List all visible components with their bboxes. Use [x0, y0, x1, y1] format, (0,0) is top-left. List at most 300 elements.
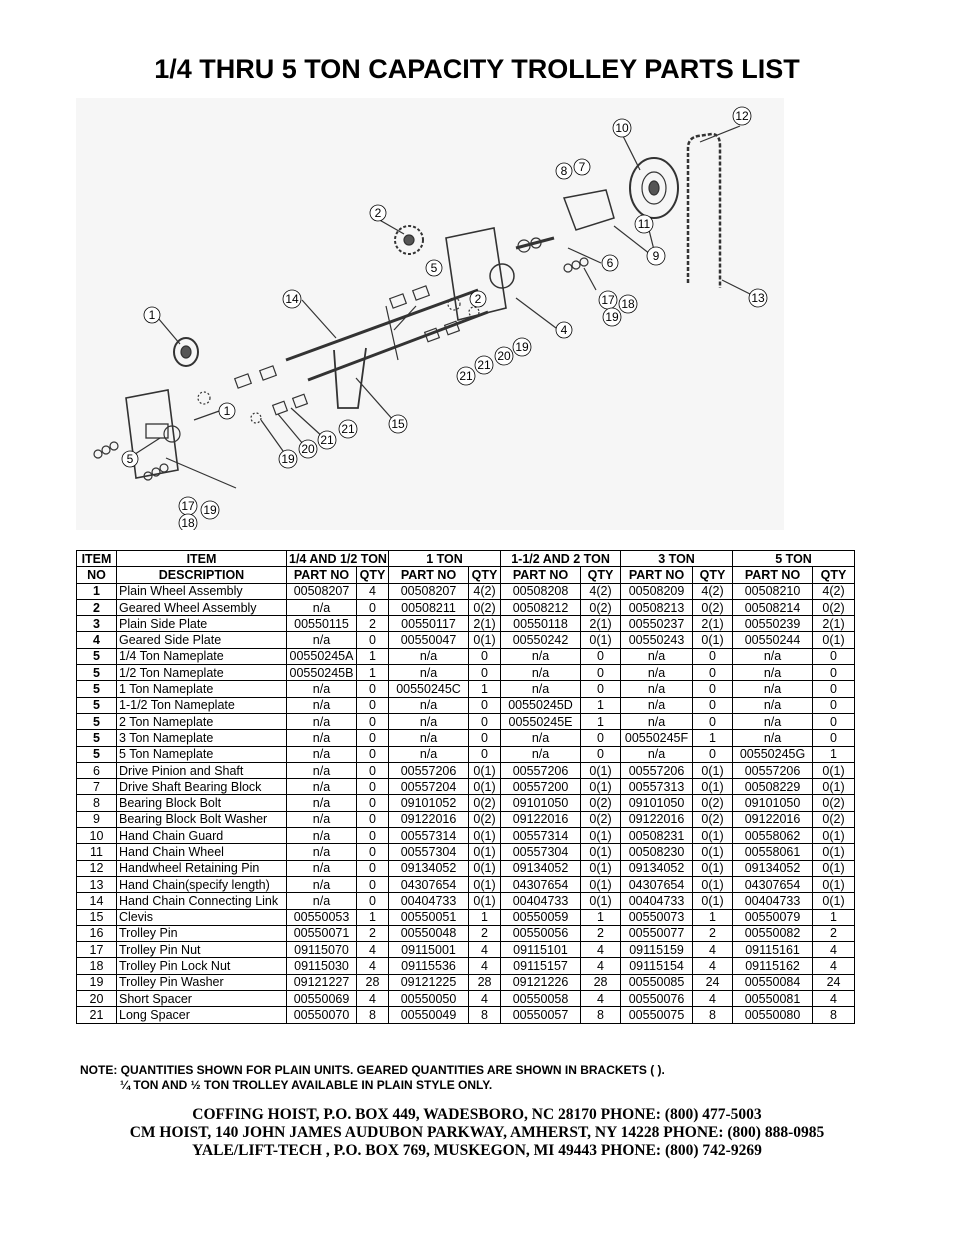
header-1-5-2-ton: 1-1/2 AND 2 TON [501, 551, 621, 567]
qty-cell: 0(2) [581, 599, 621, 615]
part-no-cell: 00550050 [389, 991, 469, 1007]
qty-cell: 0 [813, 648, 855, 664]
header-1-ton: 1 TON [389, 551, 501, 567]
part-no-cell: n/a [733, 730, 813, 746]
header-3-ton: 3 TON [621, 551, 733, 567]
qty-cell: 0(1) [581, 632, 621, 648]
qty-cell: 0(1) [693, 860, 733, 876]
part-no-cell: 00508230 [621, 844, 693, 860]
qty-cell: 0(1) [813, 762, 855, 778]
part-no-cell: 00550047 [389, 632, 469, 648]
parts-list-table [76, 550, 855, 1024]
part-no-cell: 00550076 [621, 991, 693, 1007]
qty-cell: 0 [357, 681, 389, 697]
qty-cell: 0 [469, 648, 501, 664]
table-row [77, 632, 855, 648]
part-no-cell: 09115536 [389, 958, 469, 974]
part-no-cell: 00508207 [287, 583, 357, 599]
part-no-cell: 09122016 [733, 811, 813, 827]
qty-cell: 4(2) [813, 583, 855, 599]
footer-line-cm: CM HOIST, 140 JOHN JAMES AUDUBON PARKWAY, AMHERST, NY 14228 PHONE: (800) 888-0985 [129, 1124, 825, 1141]
part-no-cell: 09115070 [287, 942, 357, 958]
qty-cell: 4 [581, 958, 621, 974]
description-cell: Plain Side Plate [117, 616, 287, 632]
part-no-cell: 00550243 [621, 632, 693, 648]
callout-19c: 19 [281, 452, 295, 466]
part-no-cell: 09134052 [501, 860, 581, 876]
item-no-cell: 5 [77, 730, 117, 746]
qty-cell: 0 [357, 795, 389, 811]
part-no-cell: 00557314 [389, 828, 469, 844]
description-cell: Bearing Block Bolt Washer [117, 811, 287, 827]
page-title: 1/4 THRU 5 TON CAPACITY TROLLEY PARTS LIST [154, 54, 800, 84]
header-qty: QTY [469, 567, 501, 583]
qty-cell: 0(2) [581, 795, 621, 811]
part-no-cell: 00550082 [733, 925, 813, 941]
table-row [77, 730, 855, 746]
table-row [77, 648, 855, 664]
part-no-cell: n/a [287, 632, 357, 648]
description-cell: Hand Chain Guard [117, 828, 287, 844]
part-no-cell: n/a [733, 697, 813, 713]
description-cell: 3 Ton Nameplate [117, 730, 287, 746]
qty-cell: 0 [469, 713, 501, 729]
callout-21c: 21 [341, 422, 355, 436]
qty-cell: 2 [357, 925, 389, 941]
qty-cell: 0 [581, 746, 621, 762]
footer-line-coffing: COFFING HOIST, P.O. BOX 449, WADESBORO, NC 28170 PHONE: (800) 477-5003 [192, 1106, 762, 1123]
callout-21d: 21 [320, 433, 334, 447]
part-no-cell: 09101050 [501, 795, 581, 811]
description-cell: 1-1/2 Ton Nameplate [117, 697, 287, 713]
part-no-cell: 09115162 [733, 958, 813, 974]
qty-cell: 2 [581, 925, 621, 941]
callout-9: 8 [560, 164, 568, 178]
qty-cell: 4 [357, 958, 389, 974]
part-no-cell: 04307654 [621, 876, 693, 892]
qty-cell: 0 [469, 730, 501, 746]
table-row [77, 942, 855, 958]
qty-cell: 4 [357, 942, 389, 958]
item-no-cell: 3 [77, 616, 117, 632]
description-cell: 1 Ton Nameplate [117, 681, 287, 697]
description-cell: Handwheel Retaining Pin [117, 860, 287, 876]
table-row [77, 599, 855, 615]
callout-1b: 1 [223, 404, 231, 418]
item-no-cell: 7 [77, 779, 117, 795]
part-no-cell: 00550245F [621, 730, 693, 746]
part-no-cell: 00550245C [389, 681, 469, 697]
qty-cell: 0(1) [469, 860, 501, 876]
qty-cell: 0(1) [469, 762, 501, 778]
table-row [77, 681, 855, 697]
part-no-cell: 09134052 [389, 860, 469, 876]
qty-cell: 0 [469, 746, 501, 762]
part-no-cell: 09115157 [501, 958, 581, 974]
qty-cell: 8 [693, 1007, 733, 1023]
part-no-cell: 00550077 [621, 925, 693, 941]
callout-2: 2 [374, 206, 382, 220]
qty-cell: 8 [469, 1007, 501, 1023]
qty-cell: 0 [693, 713, 733, 729]
qty-cell: 0(1) [581, 779, 621, 795]
qty-cell: 4 [357, 583, 389, 599]
table-row [77, 974, 855, 990]
part-no-cell: n/a [733, 713, 813, 729]
qty-cell: 0 [357, 828, 389, 844]
item-no-cell: 9 [77, 811, 117, 827]
qty-cell: 0 [357, 599, 389, 615]
qty-cell: 4 [693, 991, 733, 1007]
header-item-desc: ITEM [117, 551, 287, 567]
table-row [77, 583, 855, 599]
qty-cell: 0(1) [581, 844, 621, 860]
header-part-no: PART NO [501, 567, 581, 583]
callout-7: 6 [606, 256, 614, 270]
qty-cell: 0 [693, 746, 733, 762]
qty-cell: 0 [469, 697, 501, 713]
header-part-no: PART NO [621, 567, 693, 583]
callout-12: 11 [637, 217, 651, 231]
part-no-cell: n/a [389, 746, 469, 762]
qty-cell: 0 [693, 697, 733, 713]
header-part-no: PART NO [389, 567, 469, 583]
qty-cell: 0(1) [469, 876, 501, 892]
header-qty: QTY [693, 567, 733, 583]
qty-cell: 4(2) [469, 583, 501, 599]
qty-cell: 0 [357, 893, 389, 909]
qty-cell: 0(1) [813, 828, 855, 844]
qty-cell: 0 [813, 665, 855, 681]
qty-cell: 0 [581, 681, 621, 697]
description-cell: Clevis [117, 909, 287, 925]
item-no-cell: 2 [77, 599, 117, 615]
callout-18b: 18 [181, 516, 195, 530]
qty-cell: 0(1) [693, 762, 733, 778]
qty-cell: 4 [357, 991, 389, 1007]
part-no-cell: 00550084 [733, 974, 813, 990]
description-cell: Hand Chain(specify length) [117, 876, 287, 892]
part-no-cell: 00557206 [733, 762, 813, 778]
qty-cell: 0(1) [469, 844, 501, 860]
callout-19: 19 [605, 310, 619, 324]
part-no-cell: 00558062 [733, 828, 813, 844]
part-no-cell: 00557304 [389, 844, 469, 860]
qty-cell: 0 [813, 697, 855, 713]
part-no-cell: 00550059 [501, 909, 581, 925]
part-no-cell: 00508229 [733, 779, 813, 795]
header-part-no: PART NO [287, 567, 357, 583]
description-cell: Drive Pinion and Shaft [117, 762, 287, 778]
part-no-cell: n/a [501, 730, 581, 746]
header-qty: QTY [357, 567, 389, 583]
callout-2b: 2 [474, 292, 482, 306]
part-no-cell: 00550056 [501, 925, 581, 941]
part-no-cell: 04307654 [389, 876, 469, 892]
table-row [77, 762, 855, 778]
callout-17: 17 [601, 293, 615, 307]
item-no-cell: 5 [77, 681, 117, 697]
part-no-cell: 09122016 [501, 811, 581, 827]
qty-cell: 1 [357, 665, 389, 681]
item-no-cell: 20 [77, 991, 117, 1007]
part-no-cell: n/a [287, 746, 357, 762]
table-row [77, 713, 855, 729]
header-row-1 [77, 551, 855, 567]
qty-cell: 2 [357, 616, 389, 632]
part-no-cell: 00508212 [501, 599, 581, 615]
qty-cell: 24 [813, 974, 855, 990]
qty-cell: 0 [693, 648, 733, 664]
callout-18: 18 [621, 297, 635, 311]
qty-cell: 0 [581, 648, 621, 664]
part-no-cell: 09101050 [733, 795, 813, 811]
part-no-cell: n/a [287, 893, 357, 909]
qty-cell: 0(1) [469, 779, 501, 795]
qty-cell: 0 [357, 844, 389, 860]
part-no-cell: 09134052 [621, 860, 693, 876]
qty-cell: 4 [693, 958, 733, 974]
item-no-cell: 5 [77, 713, 117, 729]
table-row [77, 893, 855, 909]
qty-cell: 1 [693, 730, 733, 746]
qty-cell: 4 [813, 958, 855, 974]
part-no-cell: n/a [287, 860, 357, 876]
part-no-cell: 00550118 [501, 616, 581, 632]
qty-cell: 8 [357, 1007, 389, 1023]
part-no-cell: n/a [287, 779, 357, 795]
part-no-cell: 00557313 [621, 779, 693, 795]
part-no-cell: 00550239 [733, 616, 813, 632]
qty-cell: 28 [469, 974, 501, 990]
part-no-cell: 09115159 [621, 942, 693, 958]
callout-4: 4 [560, 323, 568, 337]
part-no-cell: 00550237 [621, 616, 693, 632]
part-no-cell: n/a [621, 713, 693, 729]
part-no-cell: 04307654 [501, 876, 581, 892]
part-no-cell: 00404733 [389, 893, 469, 909]
item-no-cell: 13 [77, 876, 117, 892]
part-no-cell: 00550053 [287, 909, 357, 925]
description-cell: 1/4 Ton Nameplate [117, 648, 287, 664]
qty-cell: 0 [693, 665, 733, 681]
item-no-cell: 5 [77, 665, 117, 681]
qty-cell: 0 [357, 632, 389, 648]
part-no-cell: 00550049 [389, 1007, 469, 1023]
description-cell: Geared Wheel Assembly [117, 599, 287, 615]
qty-cell: 1 [813, 909, 855, 925]
description-cell: Hand Chain Connecting Link [117, 893, 287, 909]
table-row [77, 860, 855, 876]
part-no-cell: 09115001 [389, 942, 469, 958]
callout-17b: 17 [181, 499, 195, 513]
qty-cell: 24 [693, 974, 733, 990]
description-cell: Plain Wheel Assembly [117, 583, 287, 599]
qty-cell: 1 [813, 746, 855, 762]
qty-cell: 0 [357, 730, 389, 746]
description-cell: Trolley Pin Nut [117, 942, 287, 958]
qty-cell: 0(1) [581, 860, 621, 876]
part-no-cell: 00550245B [287, 665, 357, 681]
table-row [77, 811, 855, 827]
qty-cell: 4(2) [693, 583, 733, 599]
qty-cell: 0(2) [813, 811, 855, 827]
qty-cell: 8 [581, 1007, 621, 1023]
callout-20: 20 [497, 349, 511, 363]
callout-15: 14 [285, 292, 299, 306]
qty-cell: 0 [693, 681, 733, 697]
part-no-cell: n/a [621, 746, 693, 762]
qty-cell: 1 [469, 681, 501, 697]
description-cell: 2 Ton Nameplate [117, 713, 287, 729]
qty-cell: 1 [693, 909, 733, 925]
part-no-cell: 00508210 [733, 583, 813, 599]
callout-19b: 19 [515, 340, 529, 354]
qty-cell: 0 [813, 681, 855, 697]
qty-cell: 0(1) [581, 762, 621, 778]
callout-16: 15 [391, 417, 405, 431]
description-cell: Long Spacer [117, 1007, 287, 1023]
table-row [77, 909, 855, 925]
description-cell: 1/2 Ton Nameplate [117, 665, 287, 681]
qty-cell: 0 [357, 779, 389, 795]
part-no-cell: 00550048 [389, 925, 469, 941]
part-no-cell: n/a [287, 713, 357, 729]
part-no-cell: n/a [287, 844, 357, 860]
part-no-cell: n/a [621, 697, 693, 713]
part-no-cell: n/a [389, 665, 469, 681]
part-no-cell: 00557206 [501, 762, 581, 778]
qty-cell: 4 [693, 942, 733, 958]
item-no-cell: 10 [77, 828, 117, 844]
qty-cell: 0(1) [469, 893, 501, 909]
description-cell: Hand Chain Wheel [117, 844, 287, 860]
item-no-cell: 5 [77, 648, 117, 664]
item-no-cell: 1 [77, 583, 117, 599]
qty-cell: 1 [357, 909, 389, 925]
table-row [77, 925, 855, 941]
table-row [77, 795, 855, 811]
qty-cell: 0(1) [581, 876, 621, 892]
part-no-cell: 00550080 [733, 1007, 813, 1023]
qty-cell: 4(2) [581, 583, 621, 599]
part-no-cell: 00550071 [287, 925, 357, 941]
part-no-cell: 09115030 [287, 958, 357, 974]
qty-cell: 28 [581, 974, 621, 990]
callout-13: 12 [735, 109, 749, 123]
qty-cell: 4 [813, 942, 855, 958]
part-no-cell: 00550069 [287, 991, 357, 1007]
part-no-cell: 00508208 [501, 583, 581, 599]
qty-cell: 4 [581, 991, 621, 1007]
qty-cell: 0(1) [693, 632, 733, 648]
part-no-cell: 09101052 [389, 795, 469, 811]
part-no-cell: 00550245E [501, 713, 581, 729]
part-no-cell: 00550075 [621, 1007, 693, 1023]
qty-cell: 0(1) [581, 828, 621, 844]
note-line-1: NOTE: QUANTITIES SHOWN FOR PLAIN UNITS. GEARED QUANTITIES ARE SHOWN IN BRACKETS ( ). [80, 1063, 665, 1077]
qty-cell: 2(1) [813, 616, 855, 632]
callout-10: 9 [652, 249, 660, 263]
description-cell: Bearing Block Bolt [117, 795, 287, 811]
item-no-cell: 19 [77, 974, 117, 990]
qty-cell: 0(1) [693, 844, 733, 860]
qty-cell: 0(2) [581, 811, 621, 827]
qty-cell: 0(2) [693, 811, 733, 827]
qty-cell: 0(1) [693, 828, 733, 844]
part-no-cell: 00550073 [621, 909, 693, 925]
qty-cell: 0(1) [813, 844, 855, 860]
header-description: DESCRIPTION [117, 567, 287, 583]
qty-cell: 0(1) [693, 779, 733, 795]
qty-cell: 0(1) [813, 893, 855, 909]
qty-cell: 0(2) [693, 599, 733, 615]
part-no-cell: 00550115 [287, 616, 357, 632]
qty-cell: 0(1) [693, 893, 733, 909]
qty-cell: 8 [813, 1007, 855, 1023]
part-no-cell: n/a [389, 697, 469, 713]
item-no-cell: 14 [77, 893, 117, 909]
part-no-cell: n/a [287, 730, 357, 746]
callout-20b: 20 [301, 442, 315, 456]
table-row [77, 665, 855, 681]
header-qty: QTY [813, 567, 855, 583]
part-no-cell: 00557304 [501, 844, 581, 860]
callout-14: 13 [751, 291, 765, 305]
qty-cell: 1 [581, 713, 621, 729]
qty-cell: 2 [469, 925, 501, 941]
part-no-cell: 09122016 [621, 811, 693, 827]
part-no-cell: 00558061 [733, 844, 813, 860]
table-row [77, 1007, 855, 1023]
note [80, 1063, 665, 1093]
part-no-cell: 00508211 [389, 599, 469, 615]
callout-1: 1 [148, 308, 156, 322]
qty-cell: 2(1) [693, 616, 733, 632]
part-no-cell: n/a [501, 746, 581, 762]
description-cell: Geared Side Plate [117, 632, 287, 648]
description-cell: Trolley Pin Washer [117, 974, 287, 990]
callout-21: 21 [477, 358, 491, 372]
part-no-cell: 00550051 [389, 909, 469, 925]
header-5-ton: 5 TON [733, 551, 855, 567]
part-no-cell: 00550081 [733, 991, 813, 1007]
qty-cell: 0(2) [469, 795, 501, 811]
qty-cell: 4 [469, 958, 501, 974]
table-row [77, 697, 855, 713]
qty-cell: 0(2) [469, 599, 501, 615]
qty-cell: 4 [469, 942, 501, 958]
item-no-cell: 16 [77, 925, 117, 941]
qty-cell: 0 [813, 713, 855, 729]
part-no-cell: n/a [287, 681, 357, 697]
callout-21b: 21 [459, 369, 473, 383]
part-no-cell: n/a [621, 648, 693, 664]
qty-cell: 0(1) [581, 893, 621, 909]
part-no-cell: 00550244 [733, 632, 813, 648]
part-no-cell: 00508214 [733, 599, 813, 615]
table-row [77, 779, 855, 795]
part-no-cell: n/a [287, 828, 357, 844]
part-no-cell: 09121227 [287, 974, 357, 990]
item-no-cell: 17 [77, 942, 117, 958]
part-no-cell: 09101050 [621, 795, 693, 811]
part-no-cell: n/a [621, 665, 693, 681]
part-no-cell: 09134052 [733, 860, 813, 876]
part-no-cell: 00550117 [389, 616, 469, 632]
item-no-cell: 21 [77, 1007, 117, 1023]
part-no-cell: n/a [287, 599, 357, 615]
